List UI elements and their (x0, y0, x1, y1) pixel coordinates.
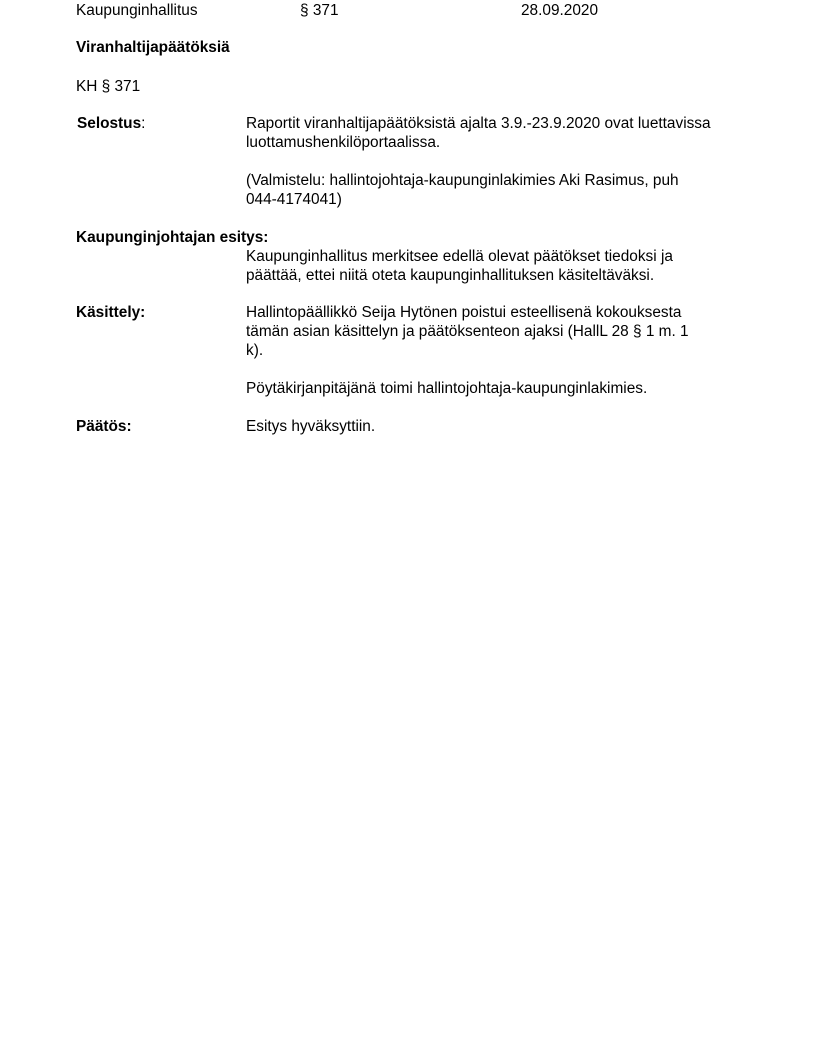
kasittely-label: Käsittely: (76, 304, 146, 321)
kasittely-line: k). (246, 342, 264, 359)
esitys-line: Kaupunginhallitus merkitsee edellä olevat päätökset tiedoksi ja (246, 248, 673, 265)
header-date: 28.09.2020 (521, 2, 599, 19)
paatos-label: Päätös: (76, 418, 132, 435)
selostus-label-colon: : (141, 115, 146, 132)
kasittely-content (246, 303, 746, 360)
preparer-info (246, 171, 746, 209)
section-reference: KH § 371 (76, 78, 141, 95)
esitys-content (246, 247, 746, 285)
esitys-label: Kaupunginjohtajan esitys: (76, 229, 269, 246)
preparer-line: 044-4174041) (246, 191, 342, 208)
header-body-name: Kaupunginhallitus (76, 2, 198, 19)
selostus-line: luottamushenkilöportaalissa. (246, 134, 441, 151)
esitys-line: päättää, ettei niitä oteta kaupunginhallituksen käsiteltäväksi. (246, 267, 655, 284)
selostus-content (246, 114, 746, 152)
kasittely-note: Pöytäkirjanpitäjänä toimi hallintojohtaja-kaupunginlakimies. (246, 380, 648, 397)
document-title: Viranhaltijapäätöksiä (76, 39, 230, 56)
paatos-text: Esitys hyväksyttiin. (246, 418, 376, 435)
preparer-line: (Valmistelu: hallintojohtaja-kaupunginlakimies Aki Rasimus, puh (246, 172, 679, 189)
kasittely-line: tämän asian käsittelyn ja päätöksenteon ajaksi (HallL 28 § 1 m. 1 (246, 323, 689, 340)
kasittely-line: Hallintopäällikkö Seija Hytönen poistui esteellisenä kokouksesta (246, 304, 682, 321)
selostus-label-text: Selostus (77, 115, 142, 132)
selostus-label (77, 114, 145, 133)
selostus-line: Raportit viranhaltijapäätöksistä ajalta 3.9.-23.9.2020 ovat luettavissa (246, 115, 711, 132)
header-section-number: § 371 (300, 2, 339, 19)
